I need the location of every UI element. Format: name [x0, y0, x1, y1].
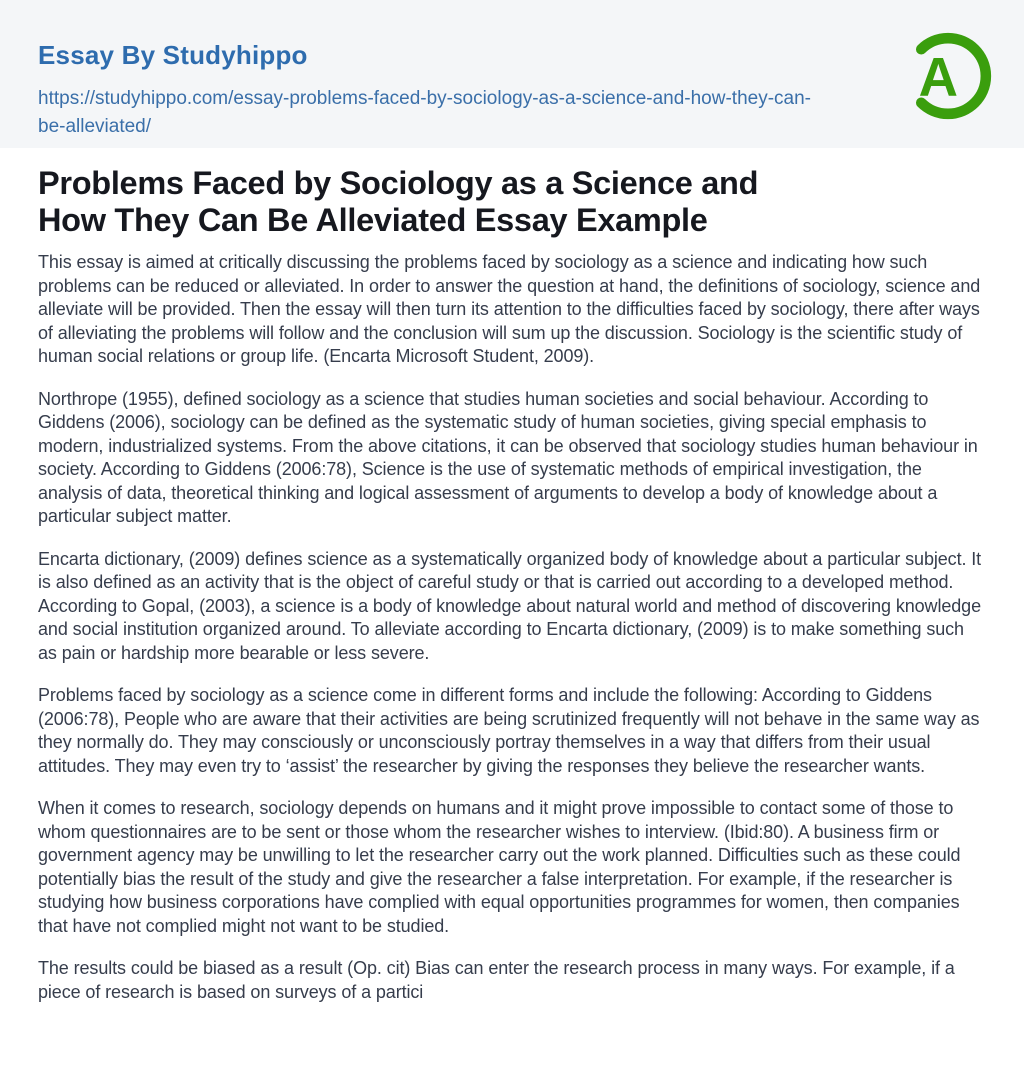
essay-url-link[interactable]: https://studyhippo.com/essay-problems-faced-by-sociology-as-a-science-and-how-they-can-be-alleviated/ — [38, 88, 811, 137]
header-text-block — [38, 40, 813, 141]
essay-paragraph: When it comes to research, sociology depends on humans and it might prove impossible to contact some of those to whom questionnaires are to be sent or those whom the researcher wishes to interview. (Ibid:80). A business firm or government agency may be unwilling to let the researcher carry out the work planned. Difficulties such as these could potentially bias the result of the study and give the researcher a false interpretation. For example, if the researcher is studying how business corporations have complied with equal opportunities programmes for women, then companies that have not complied might not want to be studied. — [38, 798, 961, 936]
essay-paragraph: The results could be biased as a result (Op. cit) Bias can enter the research process in many ways. For example, if a piece of research is based on surveys of a partici — [38, 958, 955, 1002]
site-title: Essay By Studyhippo — [38, 40, 308, 70]
essay-title — [38, 165, 986, 239]
essay-paragraph: Encarta dictionary, (2009) defines science as a systematically organized body of knowledge about a particular subject. It is also defined as an activity that is the object of careful study or that is carried out according to a developed method. According to Gopal, (2003), a science is a body of knowledge about natural world and method of discovering knowledge and social institution organized around. To alleviate according to Encarta dictionary, (2009) is to make something such as pain or hardship more bearable or less severe. — [38, 548, 982, 663]
essay-paragraph: Problems faced by sociology as a science come in different forms and include the following: According to Giddens (2006:78), People who are aware that their activities are being scrutinized frequently will not behave in the same way as they normally do. They may consciously or unconsciously portray themselves in a way that differs from their usual attitudes. They may even try to ‘assist’ the researcher by giving the responses they believe the researcher wants. — [38, 685, 980, 776]
essay-paragraph: This essay is aimed at critically discussing the problems faced by sociology as a science and indicating how such problems can be reduced or alleviated. In order to answer the question at hand, the definitions of sociology, science and alleviate will be provided. Then the essay will then turn its attention to the difficulties faced by sociology, there after ways of alleviating the problems will follow and the conclusion will sum up the discussion. Sociology is the scientific study of human social relations or group life. (Encarta Microsoft Student, 2009). — [38, 252, 981, 366]
logo-letter: A — [918, 46, 959, 108]
studyhippo-logo-icon — [904, 32, 992, 120]
essay-title-line: How They Can Be Alleviated Essay Example — [38, 202, 708, 238]
essay-content — [0, 165, 1024, 1004]
site-header — [0, 0, 1024, 148]
essay-title-line: Problems Faced by Sociology as a Science and — [38, 165, 759, 201]
essay-paragraph: Northrope (1955), defined sociology as a science that studies human societies and social behaviour. According to Giddens (2006), sociology can be defined as the systematic study of human societies, giving special emphasis to modern, industrialized systems. From the above citations, it can be observed that sociology studies human behaviour in society. According to Giddens (2006:78), Science is the use of systematic methods of empirical investigation, the analysis of data, theoretical thinking and logical assessment of arguments to develop a body of knowledge about a particular subject matter. — [38, 388, 978, 526]
